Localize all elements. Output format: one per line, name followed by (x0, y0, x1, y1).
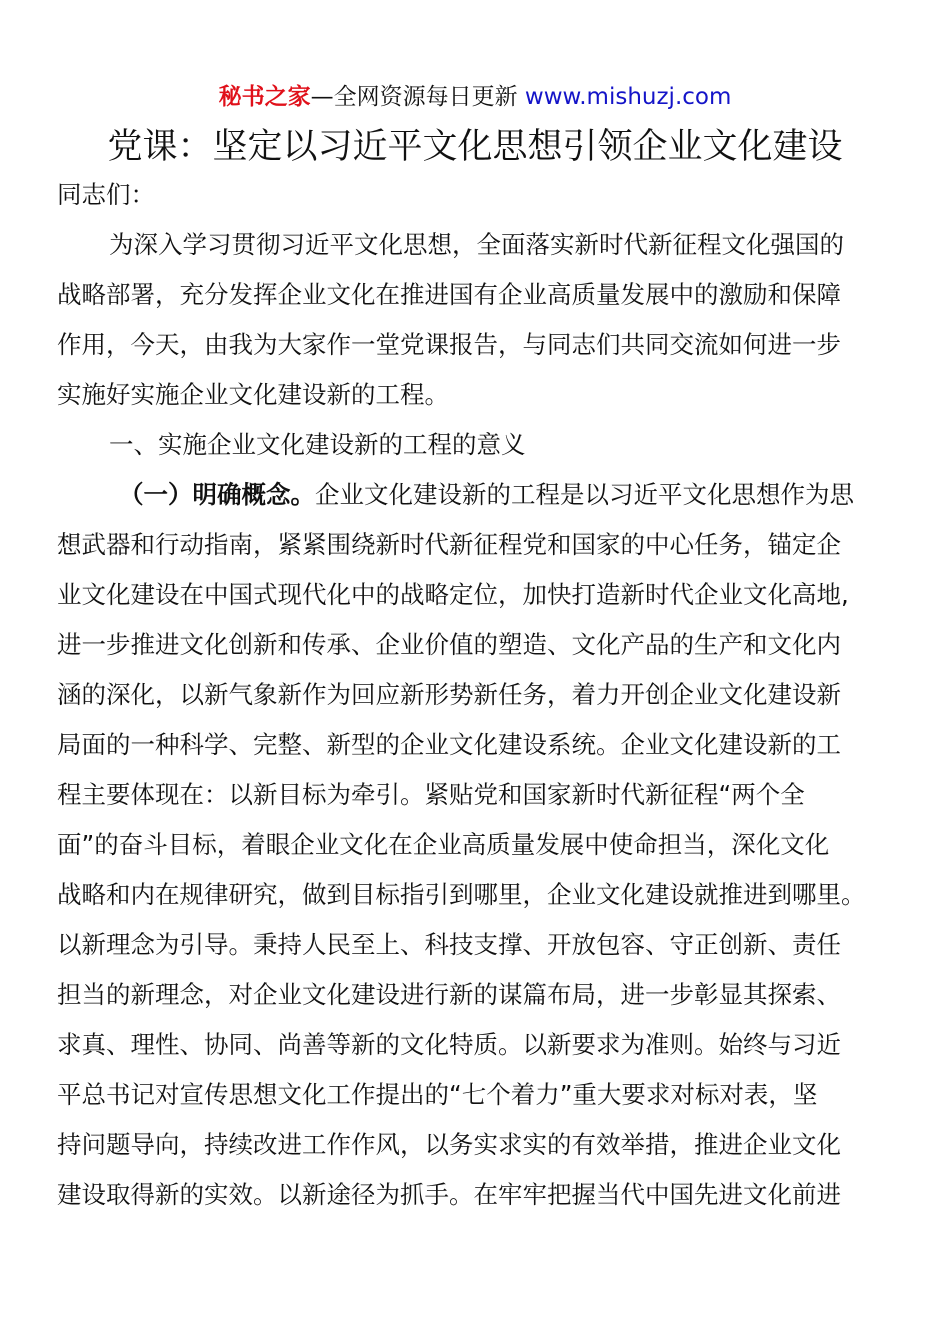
paragraph-line: 战略和内在规律研究，做到目标指引到哪里，企业文化建设就推进到哪里。 (57, 880, 866, 909)
paragraph-line: 求真、理性、协同、尚善等新的文化特质。以新要求为准则。始终与习近 (57, 1030, 841, 1059)
brand-name: 秘书之家 (218, 84, 311, 110)
paragraph-line: 担当的新理念，对企业文化建设进行新的谋篇布局，进一步彰显其探索、 (57, 980, 841, 1009)
paragraph-line: 局面的一种科学、完整、新型的企业文化建设系统。企业文化建设新的工 (57, 730, 841, 759)
site-banner (0, 80, 950, 114)
paragraph-line: 以新理念为引导。秉持人民至上、科技支撑、开放包容、守正创新、责任 (57, 930, 841, 959)
paragraph-line-text: 企业文化建设新的工程是以习近平文化思想作为思 (315, 480, 854, 509)
paragraph-line: 持问题导向，持续改进工作作风，以务实求实的有效举措，推进企业文化 (57, 1130, 841, 1159)
section-heading: 一、实施企业文化建设新的工程的意义 (109, 430, 526, 459)
paragraph-line: 作用，今天，由我为大家作一堂党课报告，与同志们共同交流如何进一步 (57, 330, 841, 359)
paragraph-line: 业文化建设在中国式现代化中的战略定位，加快打造新时代企业文化高地, (57, 580, 849, 609)
document-title: 党课：坚定以习近平文化思想引领企业文化建设 (107, 127, 843, 167)
site-url-link[interactable]: www.mishuzj.com (524, 84, 732, 110)
document-body (57, 170, 877, 1220)
paragraph-line: 平总书记对宣传思想文化工作提出的“七个着力”重大要求对标对表，坚 (57, 1080, 818, 1109)
salutation: 同志们： (57, 180, 155, 209)
paragraph-line: 进一步推进文化创新和传承、企业价值的塑造、文化产品的生产和文化内 (57, 630, 841, 659)
paragraph-line: 面”的奋斗目标，着眼企业文化在企业高质量发展中使命担当，深化文化 (57, 830, 830, 859)
paragraph-line: 建设取得新的实效。以新途径为抓手。在牢牢把握当代中国先进文化前进 (57, 1180, 841, 1209)
subsection-lead: （一）明确概念。 (119, 480, 315, 509)
paragraph-line: 为深入学习贯彻习近平文化思想，全面落实新时代新征程文化强国的 (109, 230, 844, 259)
paragraph-line: 想武器和行动指南，紧紧围绕新时代新征程党和国家的中心任务，锚定企 (57, 530, 841, 559)
paragraph-line: 实施好实施企业文化建设新的工程。 (57, 380, 449, 409)
paragraph-line: 战略部署，充分发挥企业文化在推进国有企业高质量发展中的激励和保障 (57, 280, 841, 309)
subsection-first-line (57, 470, 877, 520)
paragraph-line: 涵的深化，以新气象新作为回应新形势新任务，着力开创企业文化建设新 (57, 680, 841, 709)
paragraph-line: 程主要体现在：以新目标为牵引。紧贴党和国家新时代新征程“两个全 (57, 780, 805, 809)
banner-tagline: —全网资源每日更新 (310, 84, 518, 110)
